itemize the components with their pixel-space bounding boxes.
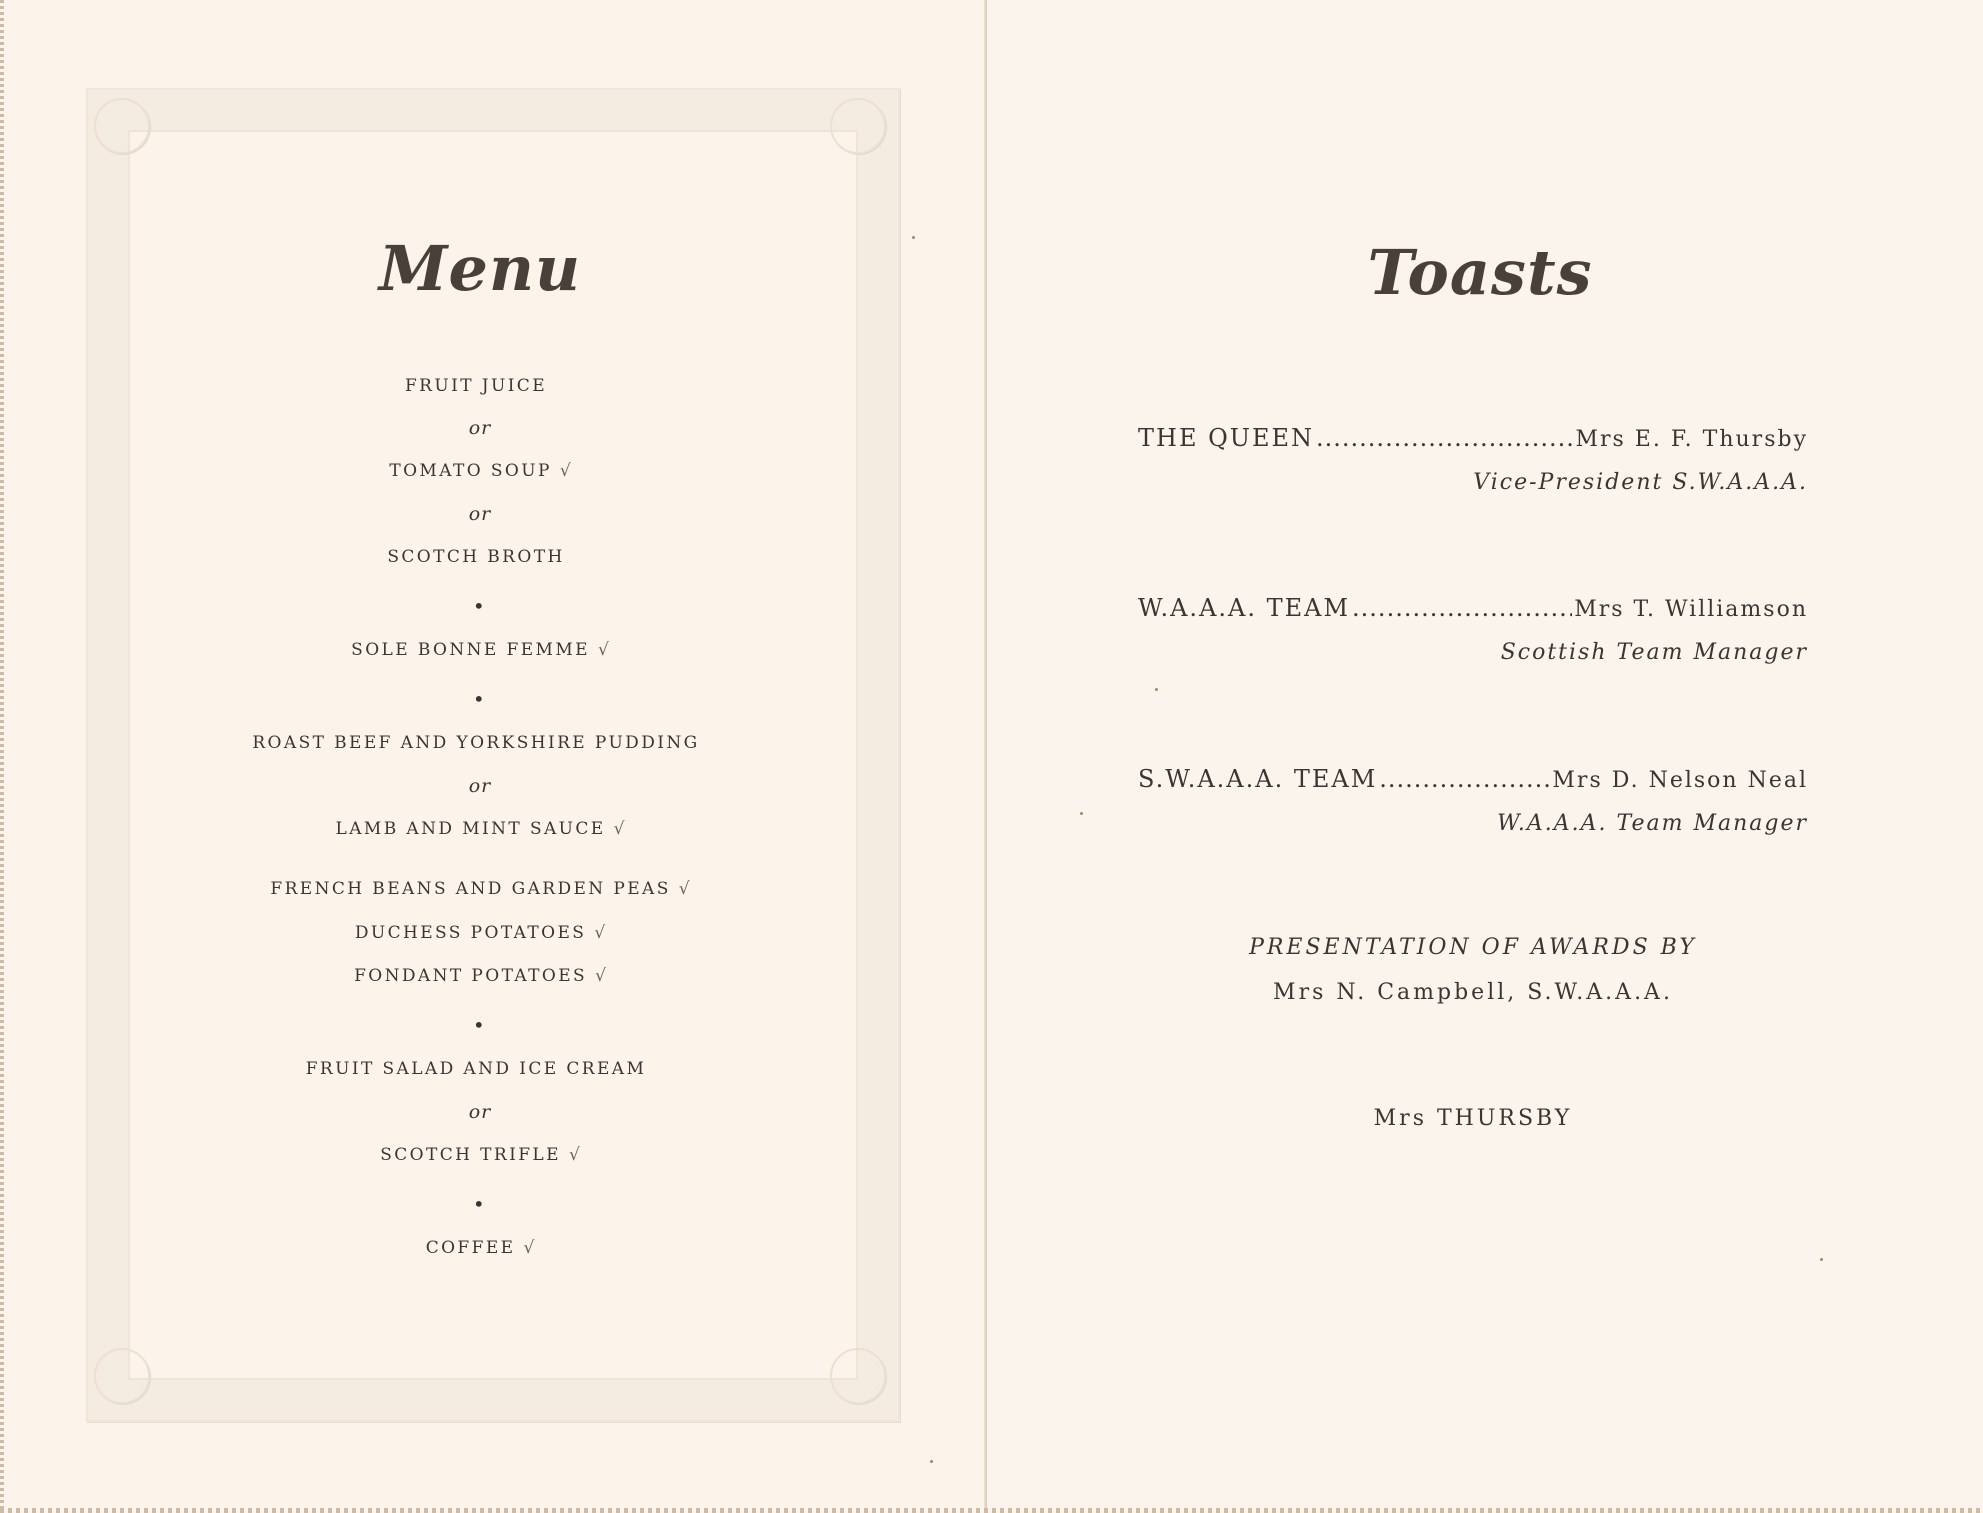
presenter-name: Mrs N. Campbell, S.W.A.A.A.: [1273, 980, 1673, 1005]
paper-speck: [1155, 688, 1158, 691]
menu-separator-or: [180, 417, 780, 439]
menu-item-label: FONDANT POTATOES: [354, 966, 588, 986]
check-mark: √: [595, 966, 606, 986]
menu-item-label: SOLE BONNE FEMME: [351, 640, 590, 660]
course-divider: [180, 687, 780, 711]
menu-item: [180, 966, 780, 986]
deckled-edge: [0, 0, 4, 1513]
menu-item: [180, 1059, 780, 1079]
toast-name: S.W.A.A.A. TEAM: [1138, 765, 1378, 793]
menu-item-label: SCOTCH BROTH: [387, 547, 565, 567]
menu-item: [180, 1145, 780, 1165]
menu-item-label: FRENCH BEANS AND GARDEN PEAS: [270, 879, 671, 899]
menu-item: [180, 879, 780, 899]
frame-corner-ornament: [94, 1348, 150, 1404]
course-divider: [180, 1013, 780, 1037]
toast-line: [1138, 765, 1808, 793]
menu-item-label: •: [472, 687, 488, 711]
presentation-heading: PRESENTATION OF AWARDS BY: [1249, 935, 1697, 960]
closing-name: Mrs THURSBY: [1373, 1106, 1573, 1131]
menu-item-label: •: [472, 1192, 488, 1216]
paper-speck: [930, 1460, 933, 1463]
paper-speck: [1080, 812, 1083, 815]
menu-item: [180, 733, 780, 753]
menu-page: [0, 0, 986, 1513]
respondent-role: W.A.A.A. Team Manager: [1497, 811, 1808, 836]
menu-item-label: FRUIT SALAD AND ICE CREAM: [305, 1059, 647, 1079]
respondent-role: Scottish Team Manager: [1500, 640, 1808, 665]
toast-line: [1138, 594, 1808, 622]
menu-item: [180, 461, 780, 481]
menu-item-label: or: [468, 775, 492, 797]
menu-item-label: or: [468, 417, 492, 439]
paper-speck: [1820, 1258, 1823, 1261]
frame-corner-ornament: [94, 98, 150, 154]
menu-item: [180, 640, 780, 660]
toast-name: THE QUEEN: [1138, 424, 1315, 452]
menu-item: [180, 923, 780, 943]
course-divider: [180, 594, 780, 618]
menu-item-label: •: [472, 1013, 488, 1037]
check-mark: √: [597, 640, 609, 660]
toast-line: [1138, 424, 1808, 452]
menu-item-label: FRUIT JUICE: [404, 376, 548, 396]
menu-item-label: SCOTCH TRIFLE: [380, 1145, 561, 1165]
dot-leader: [1316, 424, 1573, 452]
dot-leader: [1352, 594, 1572, 622]
menu-item-label: LAMB AND MINT SAUCE: [335, 819, 606, 839]
dot-leader: [1379, 765, 1550, 793]
menu-item-label: •: [472, 594, 488, 618]
check-mark: √: [594, 923, 606, 943]
frame-corner-ornament: [830, 98, 886, 154]
menu-item-label: or: [468, 1101, 492, 1123]
toast-respondent: Mrs E. F. Thursby: [1575, 427, 1808, 452]
toast-name: W.A.A.A. TEAM: [1138, 594, 1351, 622]
check-mark: √: [568, 1145, 580, 1165]
check-mark: √: [678, 879, 690, 899]
menu-separator-or: [180, 1101, 780, 1123]
check-mark: √: [559, 461, 571, 481]
toast-respondent: Mrs T. Williamson: [1574, 597, 1808, 622]
respondent-role: Vice-President S.W.A.A.A.: [1473, 470, 1808, 495]
toast-respondent: Mrs D. Nelson Neal: [1552, 768, 1808, 793]
menu-separator-or: [180, 503, 780, 525]
menu-item-label: COFFEE: [425, 1238, 516, 1258]
menu-item: [180, 547, 780, 567]
menu-item: [180, 1238, 780, 1258]
course-divider: [180, 1192, 780, 1216]
menu-item: [180, 376, 780, 396]
menu-item-label: TOMATO SOUP: [389, 461, 552, 481]
check-mark: √: [523, 1238, 535, 1258]
menu-item: [180, 819, 780, 839]
toasts-page: [987, 0, 1983, 1513]
check-mark: √: [613, 819, 625, 839]
menu-separator-or: [180, 775, 780, 797]
deckled-edge: [0, 1508, 1983, 1513]
menu-item-label: or: [468, 503, 492, 525]
menu-item-label: DUCHESS POTATOES: [354, 923, 587, 943]
menu-title: Menu: [378, 232, 582, 305]
frame-corner-ornament: [830, 1348, 886, 1404]
paper-speck: [912, 236, 915, 239]
toasts-title: Toasts: [1367, 236, 1593, 309]
menu-item-label: ROAST BEEF AND YORKSHIRE PUDDING: [252, 733, 700, 753]
